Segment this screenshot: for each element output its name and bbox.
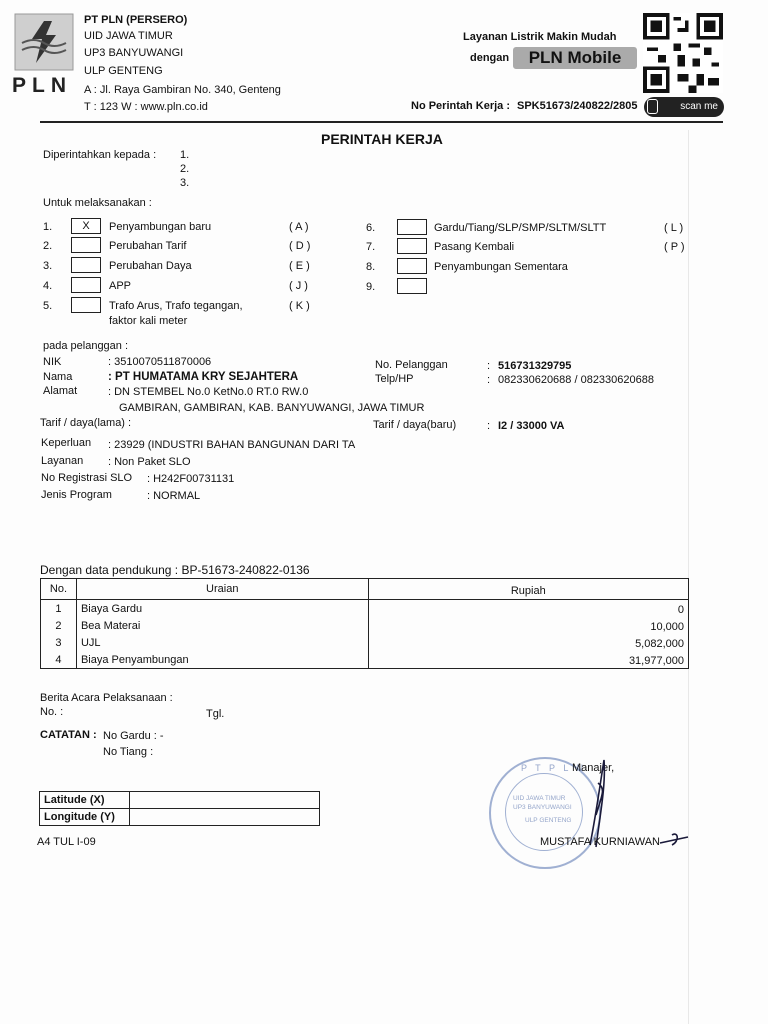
stamp-text: P T P L N bbox=[521, 763, 587, 773]
header-divider bbox=[40, 121, 723, 123]
tasks-label: Untuk melaksanakan : bbox=[43, 197, 152, 209]
task-label-line-2: faktor kali meter bbox=[109, 315, 188, 327]
order-number-label: No Perintah Kerja : bbox=[411, 100, 511, 112]
signatory-name: MUSTAFA KURNIAWAN bbox=[540, 836, 660, 848]
signatory-role: Manajer, bbox=[572, 762, 615, 774]
nik-value: : 3510070511870006 bbox=[108, 356, 212, 368]
report-no-label: No. : bbox=[40, 706, 64, 718]
phone-value: 082330620688 / 082330620688 bbox=[498, 374, 654, 386]
slo-value: : H242F00731131 bbox=[147, 473, 235, 485]
address-line-1: : DN STEMBEL No.0 KetNo.0 RT.0 RW.0 bbox=[108, 386, 309, 398]
task-code: ( A ) bbox=[289, 221, 309, 233]
row-desc: Biaya Gardu bbox=[76, 600, 368, 618]
task-checkbox-transformer[interactable] bbox=[71, 297, 101, 313]
task-number: 5. bbox=[43, 300, 53, 312]
phone-colon: : bbox=[487, 374, 491, 386]
task-number: 1. bbox=[43, 221, 53, 233]
pln-logo-icon bbox=[14, 13, 74, 71]
tariff-old-label: Tarif / daya(lama) : bbox=[40, 417, 132, 429]
task-label: Perubahan Tarif bbox=[109, 240, 187, 252]
notes-label: CATATAN : bbox=[40, 729, 97, 741]
col-header-desc: Uraian bbox=[76, 579, 368, 600]
company-name: PT PLN (PERSERO) bbox=[84, 14, 188, 26]
task-number: 9. bbox=[366, 281, 376, 293]
stamp-text: ULP GENTENG bbox=[525, 817, 572, 824]
task-label: APP bbox=[109, 280, 132, 292]
customer-id-colon: : bbox=[487, 360, 491, 372]
task-code: ( L ) bbox=[664, 222, 684, 234]
task-number: 7. bbox=[366, 241, 376, 253]
stamp-text: UID JAWA TIMUR bbox=[513, 795, 566, 802]
stamp-text: UP3 BANYUWANGI bbox=[513, 804, 572, 811]
program-label: Jenis Program bbox=[41, 489, 112, 501]
col-header-amount: Rupiah bbox=[368, 579, 688, 600]
longitude-field[interactable] bbox=[130, 809, 320, 826]
nik-label: NIK bbox=[43, 356, 62, 368]
page-title: PERINTAH KERJA bbox=[321, 131, 443, 147]
tariff-new-label: Tarif / daya(baru) bbox=[373, 419, 457, 431]
task-checkbox-app[interactable] bbox=[71, 277, 101, 293]
address-line-2: GAMBIRAN, GAMBIRAN, KAB. BANYUWANGI, JAWA TIMUR bbox=[119, 402, 425, 414]
service-label: Layanan bbox=[41, 455, 84, 467]
table-row bbox=[41, 651, 689, 669]
task-checkbox-other[interactable] bbox=[397, 278, 427, 294]
row-no: 4 bbox=[41, 651, 77, 669]
promo-line-2: dengan bbox=[470, 52, 510, 64]
row-desc: Biaya Penyambungan bbox=[76, 651, 368, 669]
qr-code-icon bbox=[642, 13, 724, 93]
company-address: A : Jl. Raya Gambiran No. 340, Genteng bbox=[84, 84, 281, 96]
task-code: ( J ) bbox=[289, 280, 308, 292]
latitude-field[interactable] bbox=[130, 792, 320, 809]
address-label: Alamat bbox=[43, 385, 78, 397]
promo-line-1: Layanan Listrik Makin Mudah bbox=[463, 31, 617, 43]
pln-mobile-brand: PLN Mobile bbox=[513, 47, 637, 69]
name-label: Nama bbox=[43, 371, 73, 383]
table-row bbox=[40, 809, 320, 826]
row-desc: UJL bbox=[76, 634, 368, 651]
task-code: ( P ) bbox=[664, 241, 685, 253]
task-label: Trafo Arus, Trafo tegangan, bbox=[109, 300, 243, 312]
cost-table bbox=[40, 578, 689, 669]
row-no: 3 bbox=[41, 634, 77, 651]
task-number: 2. bbox=[43, 240, 53, 252]
scan-me-label: scan me bbox=[680, 101, 718, 112]
task-label: Pasang Kembali bbox=[434, 241, 515, 253]
task-checkbox-reinstall[interactable] bbox=[397, 238, 427, 254]
task-code: ( E ) bbox=[289, 260, 310, 272]
task-number: 6. bbox=[366, 222, 376, 234]
purpose-value: : 23929 (INDUSTRI BAHAN BANGUNAN DARI TA bbox=[108, 439, 356, 451]
tariff-new-colon: : bbox=[487, 420, 491, 432]
report-date-label: Tgl. bbox=[206, 708, 225, 720]
table-row bbox=[41, 617, 689, 634]
task-checkbox-power-change[interactable] bbox=[71, 257, 101, 273]
purpose-label: Keperluan bbox=[41, 437, 92, 449]
latitude-label: Latitude (X) bbox=[40, 792, 130, 809]
company-contact: T : 123 W : www.pln.co.id bbox=[84, 101, 208, 113]
scan-me-badge bbox=[644, 97, 724, 117]
task-number: 4. bbox=[43, 280, 53, 292]
customer-id-value: 516731329795 bbox=[498, 360, 572, 372]
tariff-new-value: I2 / 33000 VA bbox=[498, 420, 565, 432]
assigned-label: Diperintahkan kepada : bbox=[43, 149, 157, 161]
row-amount: 0 bbox=[368, 600, 688, 618]
row-amount: 10,000 bbox=[368, 617, 688, 634]
customer-id-label: No. Pelanggan bbox=[375, 359, 448, 371]
assigned-item: 2. bbox=[180, 163, 190, 175]
notes-tiang: No Tiang : bbox=[103, 746, 154, 758]
row-amount: 31,977,000 bbox=[368, 651, 688, 669]
task-checkbox-temporary[interactable] bbox=[397, 258, 427, 274]
unit-up3: UP3 BANYUWANGI bbox=[84, 47, 184, 59]
notes-gardu: No Gardu : - bbox=[103, 730, 164, 742]
row-no: 2 bbox=[41, 617, 77, 634]
table-row bbox=[40, 792, 320, 809]
task-checkbox-tariff-change[interactable] bbox=[71, 237, 101, 253]
task-checkbox-new-connection[interactable]: X bbox=[71, 218, 101, 234]
phone-label: Telp/HP bbox=[375, 373, 414, 385]
task-label: Perubahan Daya bbox=[109, 260, 192, 272]
pln-logo-text: PLN bbox=[12, 74, 72, 97]
service-value: : Non Paket SLO bbox=[108, 456, 191, 468]
task-number: 3. bbox=[43, 260, 53, 272]
phone-icon bbox=[647, 99, 658, 114]
col-header-no: No. bbox=[41, 579, 77, 600]
task-label: Penyambungan Sementara bbox=[434, 261, 568, 273]
task-number: 8. bbox=[366, 261, 376, 273]
report-label: Berita Acara Pelaksanaan : bbox=[40, 692, 173, 704]
order-number: SPK51673/240822/2805 bbox=[517, 100, 638, 112]
slo-label: No Registrasi SLO bbox=[41, 472, 133, 484]
table-row bbox=[41, 600, 689, 618]
name-value: : PT HUMATAMA KRY SEJAHTERA bbox=[108, 371, 299, 383]
task-code: ( D ) bbox=[289, 240, 311, 252]
assigned-item: 3. bbox=[180, 177, 190, 189]
longitude-label: Longitude (Y) bbox=[40, 809, 130, 826]
assigned-item: 1. bbox=[180, 149, 190, 161]
unit-uid: UID JAWA TIMUR bbox=[84, 30, 173, 42]
task-checkbox-gardu[interactable] bbox=[397, 219, 427, 235]
table-row bbox=[41, 634, 689, 651]
row-amount: 5,082,000 bbox=[368, 634, 688, 651]
coordinates-table bbox=[39, 791, 320, 826]
row-desc: Bea Materai bbox=[76, 617, 368, 634]
row-no: 1 bbox=[41, 600, 77, 618]
page-edge bbox=[688, 130, 689, 1024]
task-label: Penyambungan baru bbox=[109, 221, 212, 233]
customer-section-label: pada pelanggan : bbox=[43, 340, 129, 352]
support-data-label: Dengan data pendukung : BP-51673-240822-0136 bbox=[40, 563, 310, 577]
form-code: A4 TUL I-09 bbox=[37, 836, 96, 848]
program-value: : NORMAL bbox=[147, 490, 201, 502]
unit-ulp: ULP GENTENG bbox=[84, 65, 163, 77]
task-label: Gardu/Tiang/SLP/SMP/SLTM/SLTT bbox=[434, 222, 607, 234]
cost-table-header bbox=[41, 579, 689, 600]
task-code: ( K ) bbox=[289, 300, 310, 312]
